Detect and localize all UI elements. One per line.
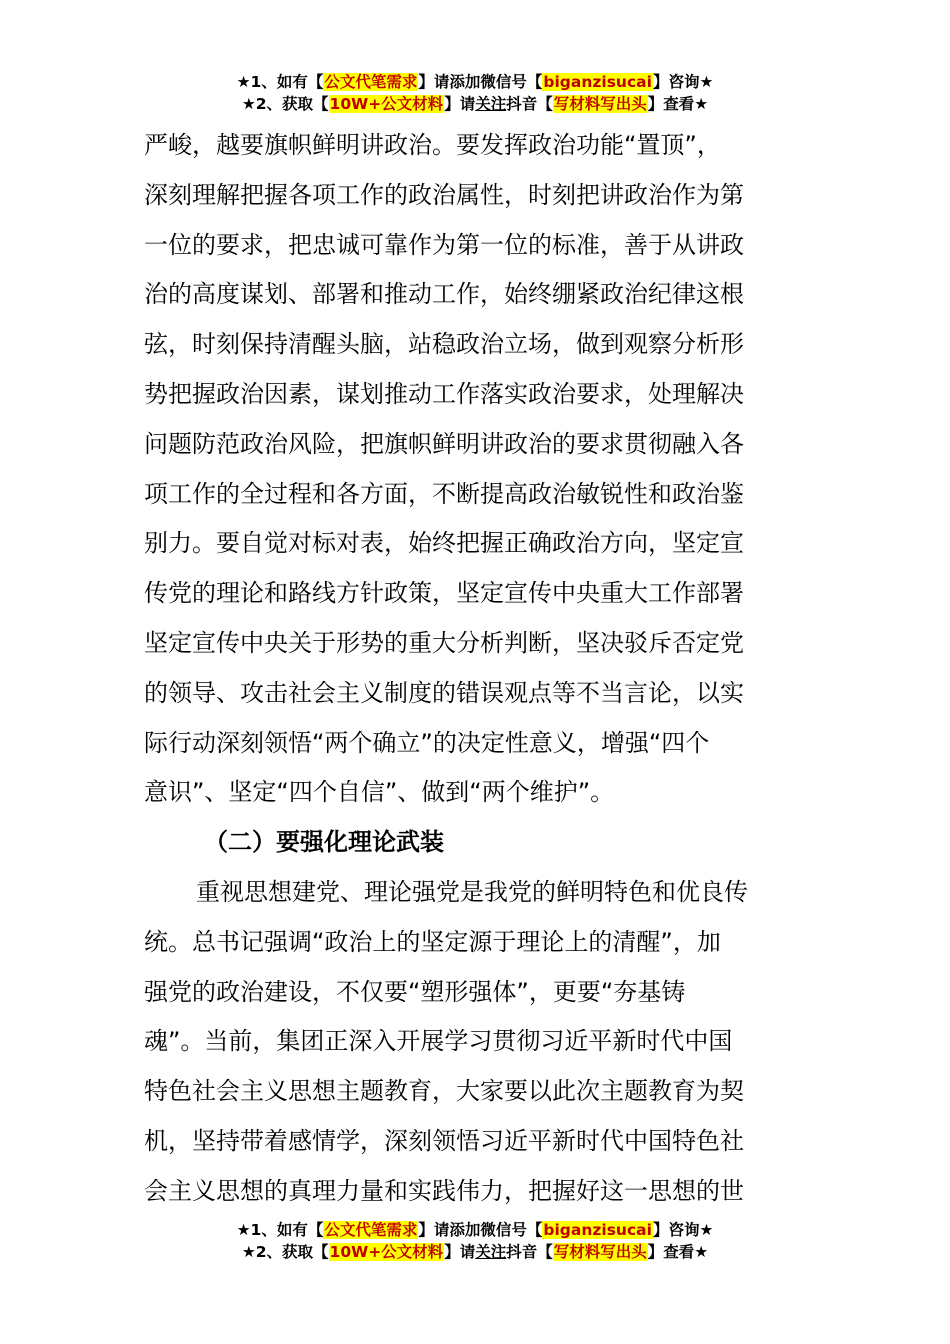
body-line: 势把握政治因素，谋划推动工作落实政治要求，处理解决	[144, 379, 744, 408]
highlight-service: 公文代笔需求	[324, 73, 418, 91]
footer-line-1: ★1、如有【公文代笔需求】请添加微信号【biganzisucai】咨询★	[236, 1221, 714, 1239]
body-line: 深刻理解把握各项工作的政治属性，时刻把讲政治作为第	[144, 180, 744, 209]
highlight-materials: 10W+公文材料	[329, 95, 444, 113]
document-body	[144, 121, 812, 1217]
body-line: 会主义思想的真理力量和实践伟力，把握好这一思想的世	[144, 1176, 744, 1205]
highlight-wechat-id: biganzisucai	[543, 1221, 652, 1239]
body-line: 严峻，越要旗帜鲜明讲政治。要发挥政治功能“置顶”，	[144, 131, 721, 159]
header-line-1: ★1、如有【公文代笔需求】请添加微信号【biganzisucai】咨询★	[236, 73, 714, 91]
body-line: 的领导、攻击社会主义制度的错误观点等不当言论，以实	[144, 678, 744, 707]
footer-banner	[0, 1219, 950, 1263]
body-line: 坚定宣传中央关于形势的重大分析判断，坚决驳斥否定党	[144, 628, 744, 657]
header-banner	[0, 71, 950, 115]
body-line: 意识”、坚定“四个自信”、做到“两个维护”。	[144, 778, 615, 807]
highlight-materials: 10W+公文材料	[329, 1243, 444, 1261]
body-line: 治的高度谋划、部署和推动工作，始终绷紧政治纪律这根	[144, 280, 744, 309]
body-line: 魂”。当前，集团正深入开展学习贯彻习近平新时代中国	[144, 1027, 733, 1056]
highlight-douyin: 写材料写出头	[553, 1243, 647, 1261]
body-line: 机，坚持带着感情学，深刻领悟习近平新时代中国特色社	[144, 1126, 744, 1155]
highlight-wechat-id: biganzisucai	[543, 73, 652, 91]
body-line: 传党的理论和路线方针政策，坚定宣传中央重大工作部署	[144, 579, 744, 608]
body-line: 强党的政治建设，不仅要“塑形强体”，更要“夯基铸	[144, 977, 686, 1006]
body-line: 弦，时刻保持清醒头脑，站稳政治立场，做到观察分析形	[144, 330, 744, 359]
body-line: 问题防范政治风险，把旗帜鲜明讲政治的要求贯彻融入各	[144, 429, 744, 458]
footer-line-2: ★2、获取【10W+公文材料】请关注抖音【写材料写出头】查看★	[241, 1243, 709, 1261]
follow-underline: 关注	[475, 95, 507, 113]
body-line: 别力。要自觉对标对表，始终把握正确政治方向，坚定宣	[144, 529, 744, 558]
body-line: 重视思想建党、理论强党是我党的鲜明特色和优良传	[196, 877, 748, 906]
body-line: 一位的要求，把忠诚可靠作为第一位的标准，善于从讲政	[144, 230, 744, 259]
highlight-douyin: 写材料写出头	[553, 95, 647, 113]
body-line: 统。总书记强调“政治上的坚定源于理论上的清醒”，加	[144, 927, 721, 956]
header-line-2: ★2、获取【10W+公文材料】请关注抖音【写材料写出头】查看★	[241, 95, 709, 113]
follow-underline: 关注	[475, 1243, 507, 1261]
body-line: 特色社会主义思想主题教育，大家要以此次主题教育为契	[144, 1077, 744, 1106]
highlight-service: 公文代笔需求	[324, 1221, 418, 1239]
section-heading: （二）要强化理论武装	[204, 828, 444, 857]
body-line: 际行动深刻领悟“两个确立”的决定性意义，增强“四个	[144, 728, 710, 757]
body-line: 项工作的全过程和各方面，不断提高政治敏锐性和政治鉴	[144, 479, 744, 508]
